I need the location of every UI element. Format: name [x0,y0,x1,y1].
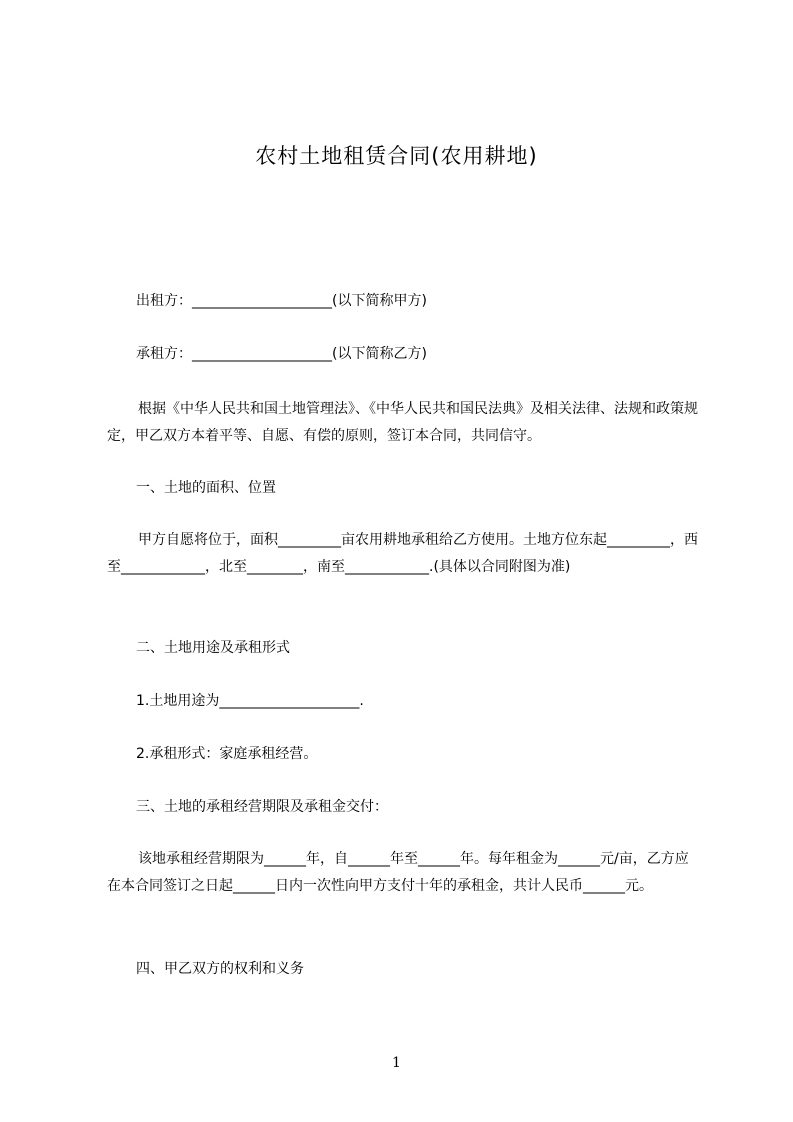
section1-heading: 一、土地的面积、位置 [136,480,276,496]
section4-heading: 四、甲乙双方的权利和义务 [136,961,304,977]
preamble-paragraph: 根据《中华人民共和国土地管理法》、《中华人民共和国民法典》及相关法律、法规和政策规定，甲乙双方本着平等、自愿、有偿的原则，签订本合同，共同信守。 [107,401,698,444]
section1-body: 甲方自愿将位于，面积_________亩农用耕地承租给乙方使用。土地方位东起_________，西至____________，北至________，南至____________.(具体以合同附图为准) [107,532,698,575]
section3-body: 该地承租经营期限为______年，自______年至______年。每年租金为______元/亩，乙方应在本合同签订之日起______日内一次性向甲方支付十年的承租金，共计人民币______元。 [107,851,689,894]
section2-heading: 二、土地用途及承租形式 [136,640,290,656]
lessor-line: 出租方：____________________(以下简称甲方) [136,293,427,309]
page-number: 1 [392,1055,401,1071]
section3-heading: 三、土地的承租经营期限及承租金交付： [136,799,388,815]
document-title: 农村土地租赁合同(农用耕地) [255,144,538,168]
section2-item-lease-form: 2.承租形式：家庭承租经营。 [136,746,318,762]
lessee-line: 承租方：____________________(以下简称乙方) [136,346,427,362]
section2-item-land-use: 1.土地用途为____________________. [136,693,364,709]
